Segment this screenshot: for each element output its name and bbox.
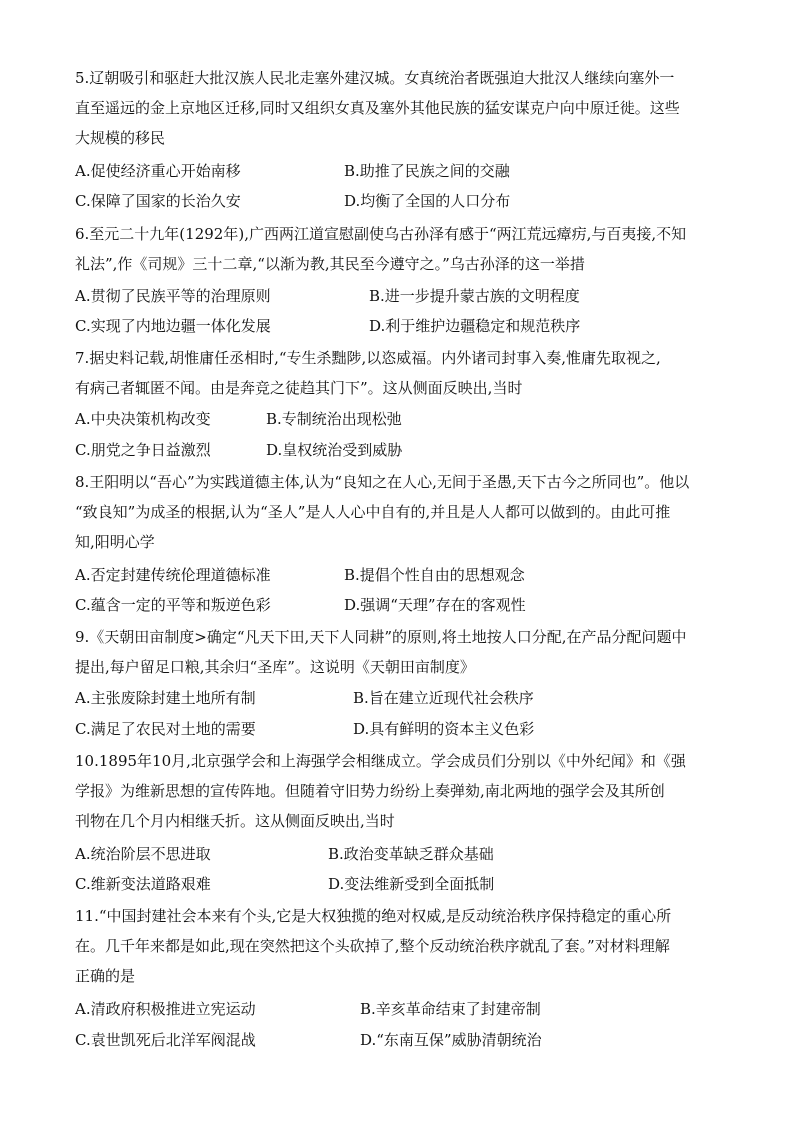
q10-option-c[interactable]: C.维新变法道路艰难 xyxy=(75,875,211,893)
q5-stem-line-2: 直至遥远的金上京地区迁移,同时又组织女真及塞外其他民族的猛安谋克户向中原迁徙。这些 xyxy=(75,99,680,117)
q11-option-a[interactable]: A.清政府积极推进立宪运动 xyxy=(75,1000,256,1018)
q6-stem-line-2: 礼法”,作《司规》三十二章,“以渐为教,其民至今遵守之。”乌古孙泽的这一举措 xyxy=(75,255,585,273)
q5-stem-line-1: 5.辽朝吸引和驱赶大批汉族人民北走塞外建汉城。女真统治者既强迫大批汉人继续向塞外一 xyxy=(75,69,675,87)
q11-option-d[interactable]: D.“东南互保”威胁清朝统治 xyxy=(360,1031,542,1049)
q9-option-c[interactable]: C.满足了农民对土地的需要 xyxy=(75,720,256,738)
q11-stem-line-2: 在。几千年来都是如此,现在突然把这个头砍掉了,整个反动统治秩序就乱了套。”对材料理解 xyxy=(75,937,670,955)
q8-option-d[interactable]: D.强调“天理”存在的客观性 xyxy=(344,596,526,614)
q7-stem-line-2: 有病己者辄匿不闻。由是奔竞之徒趋其门下”。这从侧面反映出,当时 xyxy=(75,379,523,397)
q8-stem-line-3: 知,阳明心学 xyxy=(75,533,155,551)
q10-stem-line-3: 刊物在几个月内相继夭折。这从侧面反映出,当时 xyxy=(75,812,395,830)
q10-option-a[interactable]: A.统治阶层不思进取 xyxy=(75,845,211,863)
q11-stem-line-3: 正确的是 xyxy=(75,967,136,985)
q7-option-d[interactable]: D.皇权统治受到威胁 xyxy=(266,441,403,459)
q8-option-c[interactable]: C.蕴含一定的平等和叛逆色彩 xyxy=(75,596,271,614)
q5-stem-line-3: 大规模的移民 xyxy=(75,129,166,147)
q9-stem-line-2: 提出,每户留足口粮,其余归“圣库”。这说明《天朝田亩制度》 xyxy=(75,658,475,676)
q7-option-a[interactable]: A.中央决策机构改变 xyxy=(75,410,211,428)
q11-option-b[interactable]: B.辛亥革命结束了封建帝制 xyxy=(360,1000,541,1018)
q8-option-a[interactable]: A.否定封建传统伦理道德标准 xyxy=(75,566,271,584)
q6-option-b[interactable]: B.进一步提升蒙古族的文明程度 xyxy=(369,287,580,305)
q7-stem-line-1: 7.据史料记载,胡惟庸任丞相时,“专生杀黜陟,以恣威福。内外诸司封事入奏,惟庸先取视之, xyxy=(75,349,661,367)
q9-stem-line-1: 9.《天朝田亩制度>确定“凡天下田,天下人同耕”的原则,将土地按人口分配,在产品分配问题中 xyxy=(75,628,687,646)
q7-option-c[interactable]: C.朋党之争日益激烈 xyxy=(75,441,211,459)
q10-option-b[interactable]: B.政治变革缺乏群众基础 xyxy=(328,845,494,863)
q9-option-d[interactable]: D.具有鲜明的资本主义色彩 xyxy=(353,720,535,738)
q11-option-c[interactable]: C.袁世凯死后北洋军阀混战 xyxy=(75,1031,256,1049)
q6-option-a[interactable]: A.贯彻了民族平等的治理原则 xyxy=(75,287,271,305)
q6-stem-line-1: 6.至元二十九年(1292年),广西两江道宣慰副使乌古孙泽有感于“两江荒远瘴疠,与百夷接,不知 xyxy=(75,225,687,243)
q10-stem-line-1: 10.1895年10月,北京强学会和上海强学会相继成立。学会成员们分别以《中外纪闻》和《强 xyxy=(75,752,686,770)
q7-option-b[interactable]: B.专制统治出现松弛 xyxy=(266,410,402,428)
q9-option-a[interactable]: A.主张废除封建土地所有制 xyxy=(75,689,256,707)
q8-stem-line-2: “致良知”为成圣的根据,认为“圣人”是人人心中自有的,并且是人人都可以做到的。由此可推 xyxy=(75,503,671,521)
q9-option-b[interactable]: B.旨在建立近现代社会秩序 xyxy=(353,689,534,707)
q8-option-b[interactable]: B.提倡个性自由的思想观念 xyxy=(344,566,525,584)
q6-option-d[interactable]: D.利于维护边疆稳定和规范秩序 xyxy=(369,317,581,335)
q5-option-c[interactable]: C.保障了国家的长治久安 xyxy=(75,192,241,210)
q8-stem-line-1: 8.王阳明以“吾心”为实践道德主体,认为“良知之在人心,无间于圣愚,天下古今之所同也”。他以 xyxy=(75,473,690,491)
q10-option-d[interactable]: D.变法维新受到全面抵制 xyxy=(328,875,495,893)
q5-option-a[interactable]: A.促使经济重心开始南移 xyxy=(75,162,241,180)
q5-option-b[interactable]: B.助推了民族之间的交融 xyxy=(344,162,510,180)
q5-option-d[interactable]: D.均衡了全国的人口分布 xyxy=(344,192,511,210)
q6-option-c[interactable]: C.实现了内地边疆一体化发展 xyxy=(75,317,271,335)
q10-stem-line-2: 学报》为维新思想的宣传阵地。但随着守旧势力纷纷上奏弹劾,南北两地的强学会及其所创 xyxy=(75,782,665,800)
q11-stem-line-1: 11.“中国封建社会本来有个头,它是大权独揽的绝对权威,是反动统治秩序保持稳定的重心所 xyxy=(75,907,672,925)
